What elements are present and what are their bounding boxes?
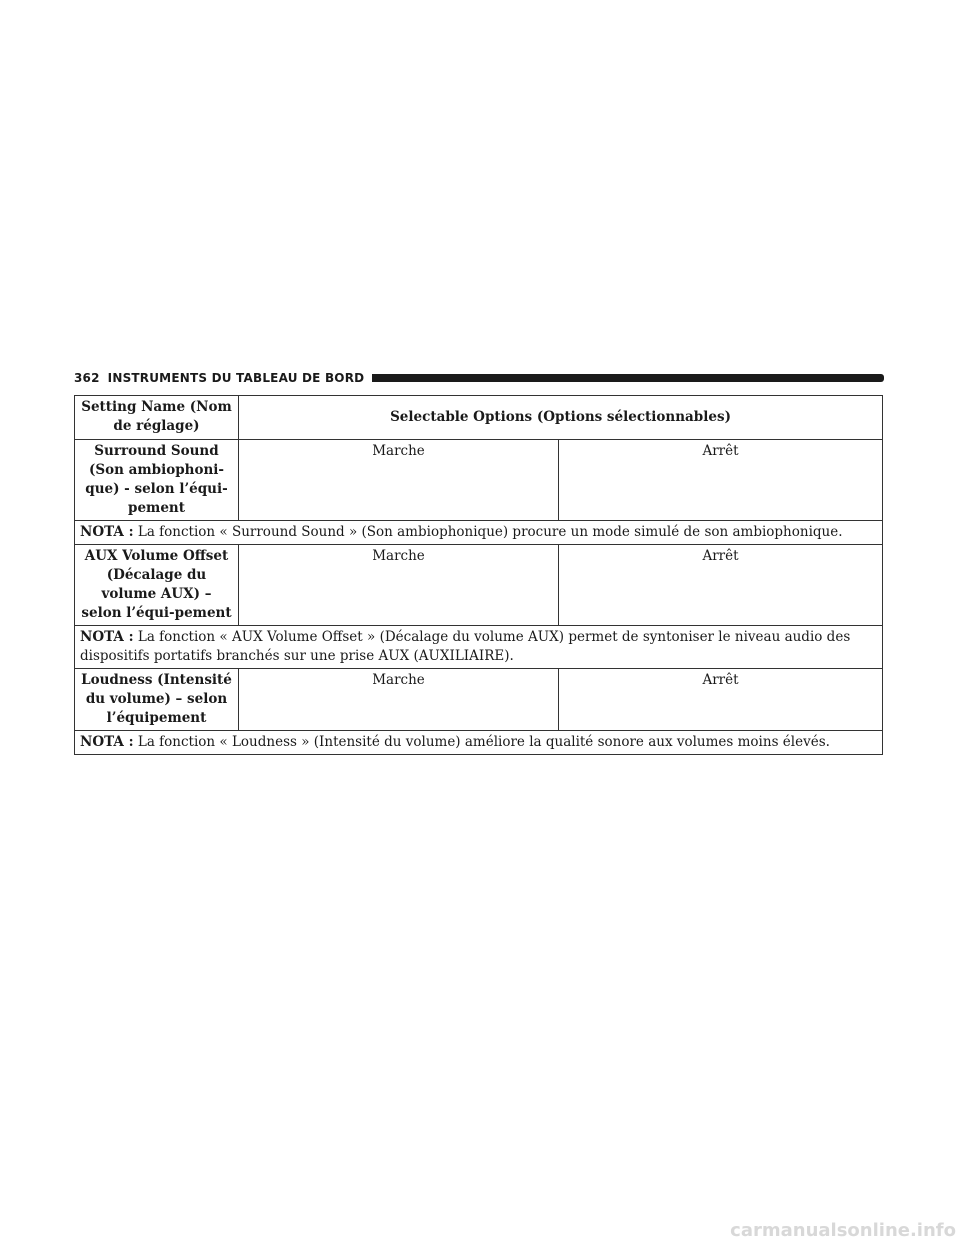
watermark-text: carmanualsonline.info — [730, 1220, 956, 1241]
note-cell — [75, 626, 883, 669]
option-on: Marche — [239, 545, 559, 626]
watermark — [660, 1216, 960, 1242]
note-row — [75, 731, 883, 755]
settings-table — [74, 395, 883, 755]
note-row — [75, 521, 883, 545]
setting-name-loudness: Loudness (Intensité du volume) – selon l’équipement — [75, 669, 239, 731]
note-cell — [75, 731, 883, 755]
header-rule — [372, 374, 884, 382]
table-row — [75, 669, 883, 731]
setting-name-surround-sound: Surround Sound (Son ambiophoni-que) - selon l’équi-pement — [75, 440, 239, 521]
note-row — [75, 626, 883, 669]
table-header-row — [75, 396, 883, 440]
option-off: Arrêt — [559, 440, 883, 521]
note-text: La fonction « AUX Volume Offset » (Décalage du volume AUX) permet de syntoniser le niveau audio des dispositifs portatifs branchés sur une prise AUX (AUXILIAIRE). — [80, 629, 851, 664]
column-header-selectable-options: Selectable Options (Options sélectionnables) — [239, 396, 883, 440]
page-header — [74, 368, 884, 388]
note-cell — [75, 521, 883, 545]
note-label: NOTA : — [80, 734, 134, 750]
setting-name-aux-volume-offset: AUX Volume Offset (Décalage du volume AUX) – selon l’équi-pement — [75, 545, 239, 626]
column-header-setting-name: Setting Name (Nom de réglage) — [75, 396, 239, 440]
option-off: Arrêt — [559, 545, 883, 626]
table-row — [75, 440, 883, 521]
option-off: Arrêt — [559, 669, 883, 731]
note-text: La fonction « Loudness » (Intensité du volume) améliore la qualité sonore aux volumes moins élevés. — [133, 734, 830, 750]
table-row — [75, 545, 883, 626]
section-title: INSTRUMENTS DU TABLEAU DE BORD — [107, 371, 365, 385]
page-number: 362 — [74, 371, 100, 385]
option-on: Marche — [239, 669, 559, 731]
note-label: NOTA : — [80, 524, 134, 540]
note-text: La fonction « Surround Sound » (Son ambiophonique) procure un mode simulé de son ambiophonique. — [133, 524, 843, 540]
option-on: Marche — [239, 440, 559, 521]
note-label: NOTA : — [80, 629, 134, 645]
